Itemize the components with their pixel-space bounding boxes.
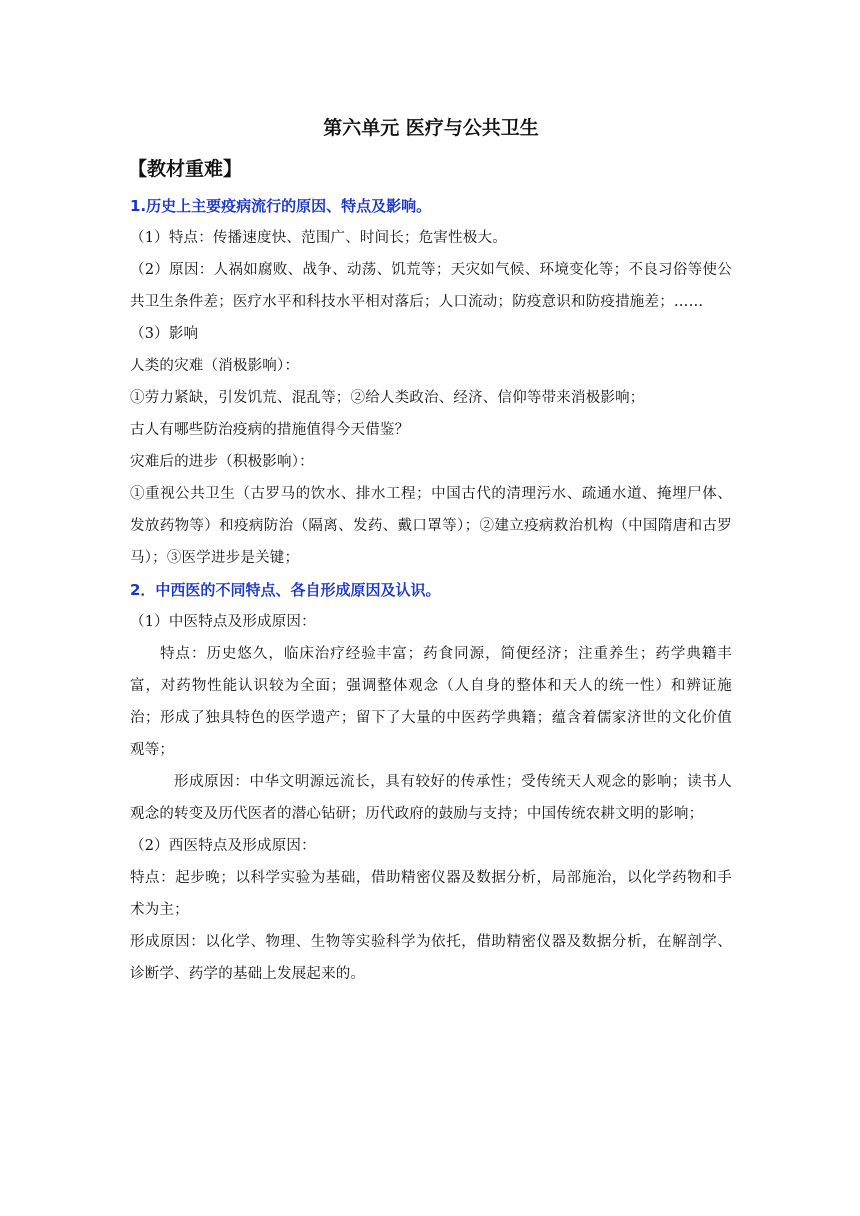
tcm-features-paragraph: 特点：历史悠久，临床治疗经验丰富；药食同源，简便经济；注重养生；药学典籍丰富，对药物性能认识较为全面；强调整体观念（人自身的整体和天人的统一性）和辨证施治；形成了独具特色的医学遗产；留下了大量的中医药学典籍；蕴含着儒家济世的文化价值观等； (130, 646, 732, 758)
positive-impact-paragraph: ①重视公共卫生（古罗马的饮水、排水工程；中国古代的清理污水、疏通水道、掩埋尸体、发放药物等）和疫病防治（隔离、发药、戴口罩等）；②建立疫病救治机构（中国隋唐和古罗马）；③医学进步是关键； (130, 486, 732, 566)
question-paragraph: 古人有哪些防治疫病的措施值得今天借鉴？ (130, 422, 410, 438)
negative-impact-label: 人类的灾难（消极影响）： (130, 358, 300, 374)
topic-heading-1: 1.历史上主要疫病流行的原因、特点及影响。 (130, 197, 432, 215)
topic-heading-2: 2．中西医的不同特点、各自形成原因及认识。 (130, 581, 441, 599)
western-medicine-causes-paragraph: 形成原因：以化学、物理、生物等实验科学为依托，借助精密仪器及数据分析，在解剖学、诊断学、药学的基础上发展起来的。 (130, 934, 732, 982)
tcm-causes-paragraph: 形成原因：中华文明源远流长，具有较好的传承性；受传统天人观念的影响；读书人观念的转变及历代医者的潜心钻研；历代政府的鼓励与支持；中国传统农耕文明的影响； (130, 774, 732, 822)
tcm-label: （1）中医特点及形成原因： (130, 614, 316, 630)
impact-label: （3）影响 (130, 326, 199, 342)
negative-impact-paragraph: ①劳力紧缺，引发饥荒、混乱等；②给人类政治、经济、信仰等带来消极影响； (130, 390, 645, 406)
western-medicine-features-paragraph: 特点：起步晚；以科学实验为基础，借助精密仪器及数据分析，局部施治，以化学药物和手术为主； (130, 870, 732, 918)
section-header: 【教材重难】 (128, 158, 243, 180)
document-title: 第六单元 医疗与公共卫生 (323, 117, 539, 139)
characteristics-paragraph: （1）特点：传播速度快、范围广、时间长；危害性极大。 (130, 230, 507, 246)
document-body (130, 112, 732, 990)
western-medicine-label: （2）西医特点及形成原因： (130, 838, 316, 854)
positive-impact-label: 灾难后的进步（积极影响）： (130, 454, 314, 470)
causes-paragraph: （2）原因：人祸如腐败、战争、动荡、饥荒等；天灾如气候、环境变化等；不良习俗等使公共卫生条件差；医疗水平和科技水平相对落后；人口流动；防疫意识和防疫措施差；…… (130, 262, 732, 310)
